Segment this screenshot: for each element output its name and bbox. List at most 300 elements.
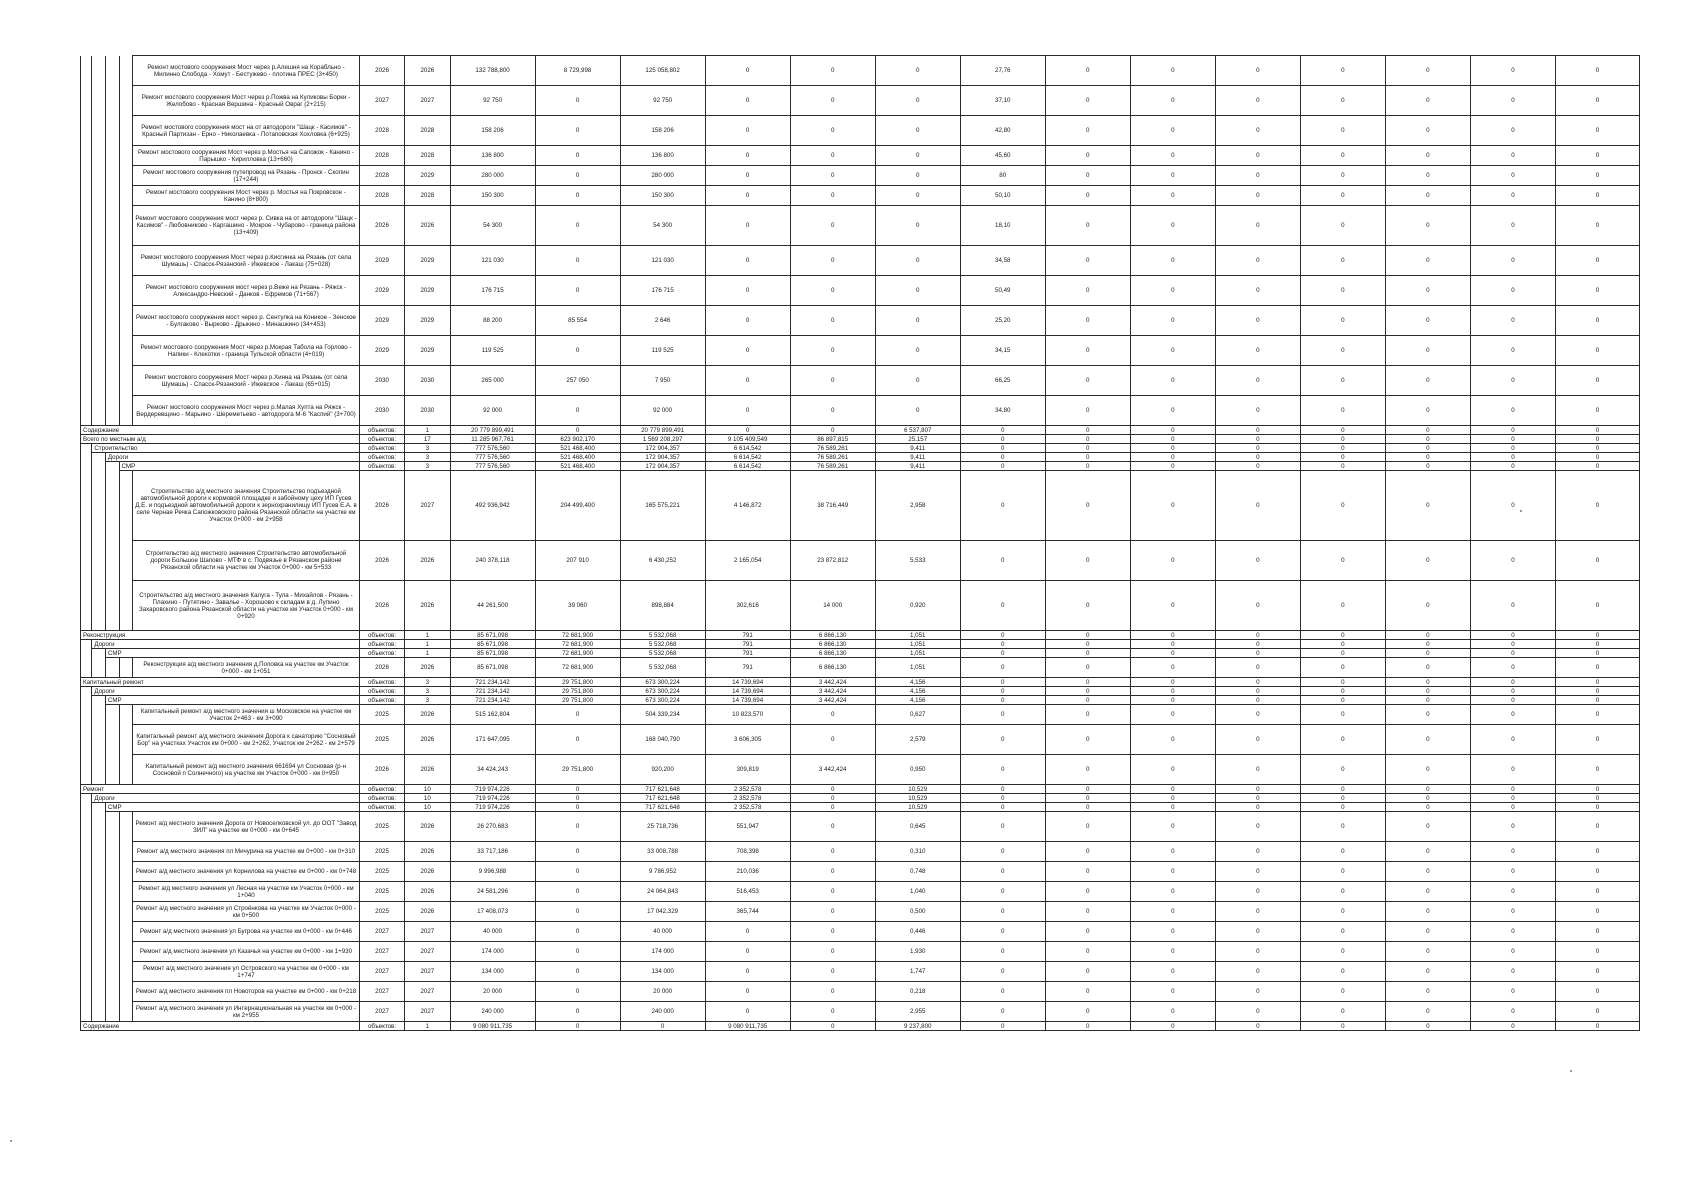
value-cell: 0 [705, 206, 790, 246]
indent-cell [119, 246, 133, 276]
value-cell: 0 [535, 942, 620, 962]
value-cell: 9 080 911,735 [450, 1022, 535, 1031]
value-cell: 45,60 [960, 146, 1045, 166]
value-cell: 20 000 [450, 982, 535, 1002]
value-cell: 0 [1130, 649, 1215, 658]
value-cell: 0 [1385, 1022, 1470, 1031]
indent-cell [119, 396, 133, 426]
object-name: Строительство а/д местного значения Строительство подъездной автомобильной дороги к кормовой площадке и забойному цеху ИП Гусев Д.Е. и подъездной автомобильной дороги к зернохранилищу ИП Гусев Е.А. в селе Черная Речка Сапожковского района Рязанской области на участке км Участок 0+000 - км 2+958 [133, 471, 360, 541]
value-cell: 0 [1045, 862, 1130, 882]
value-cell: 515 162,804 [450, 705, 535, 725]
end-year-cell: 3 [405, 453, 450, 462]
value-cell: 0 [1555, 1002, 1639, 1022]
value-cell: 265 000 [450, 366, 535, 396]
value-cell: 0 [1045, 541, 1130, 581]
value-cell: 0 [535, 116, 620, 146]
indent-cell [81, 471, 92, 541]
indent-cell [92, 649, 106, 658]
indent-cell [81, 336, 92, 366]
value-cell: 0 [705, 186, 790, 206]
document-sheet [80, 55, 1640, 1100]
value-cell: 14 000 [790, 581, 875, 631]
value-cell: 72 681,900 [535, 640, 620, 649]
value-cell: 504 339,234 [620, 705, 705, 725]
value-cell: 0 [1130, 366, 1215, 396]
value-cell: 72 681,900 [535, 649, 620, 658]
value-cell: 0 [1555, 962, 1639, 982]
value-cell: 0 [1045, 962, 1130, 982]
value-cell: 0 [1470, 246, 1555, 276]
object-name: Ремонт а/д местного значения ул Лесная на участке км Участок 0+000 - км 1+040 [133, 882, 360, 902]
indent-cell [119, 842, 133, 862]
value-cell: 3 442,424 [790, 687, 875, 696]
start-year-cell: 2026 [359, 56, 404, 86]
value-cell: 0 [1385, 444, 1470, 453]
value-cell: 18,10 [960, 206, 1045, 246]
value-cell: 2 352,578 [705, 803, 790, 812]
value-cell: 0 [1555, 86, 1639, 116]
value-cell: 0 [1130, 336, 1215, 366]
value-cell: 0 [1470, 146, 1555, 166]
value-cell: 0 [1130, 862, 1215, 882]
value-cell: 10,529 [875, 794, 960, 803]
value-cell: 0 [1045, 426, 1130, 435]
value-cell: 6 866,130 [790, 649, 875, 658]
object-name: Ремонт а/д местного значения Дорога от Новоселковской ул. до ООТ "Завод ЗИЛ" на участке км 0+000 - км 0+645 [133, 812, 360, 842]
value-cell: 0 [1045, 453, 1130, 462]
value-cell: 0 [1555, 842, 1639, 862]
indent-cell [119, 56, 133, 86]
value-cell: 0 [535, 862, 620, 882]
value-cell: 5,533 [875, 541, 960, 581]
value-cell: 0 [1385, 640, 1470, 649]
value-cell: 1,051 [875, 649, 960, 658]
value-cell: 0 [535, 426, 620, 435]
value-cell: 0 [960, 942, 1045, 962]
indent-cell [105, 541, 119, 581]
value-cell: 0 [1470, 640, 1555, 649]
end-year-cell: 2026 [405, 902, 450, 922]
value-cell: 0 [1045, 942, 1130, 962]
value-cell: 0 [1215, 116, 1300, 146]
value-cell: 0 [535, 1022, 620, 1031]
value-cell: 0 [535, 794, 620, 803]
value-cell: 0 [960, 631, 1045, 640]
value-cell: 0 [1130, 705, 1215, 725]
value-cell: 0 [1215, 435, 1300, 444]
value-cell: 0 [1555, 882, 1639, 902]
value-cell: 0 [1300, 678, 1385, 687]
value-cell: 0 [1385, 426, 1470, 435]
value-cell: 0 [1130, 276, 1215, 306]
indent-cell [92, 146, 106, 166]
value-cell: 1 569 208,297 [620, 435, 705, 444]
value-cell: 708,398 [705, 842, 790, 862]
value-cell: 0 [1300, 902, 1385, 922]
value-cell: 0 [535, 1002, 620, 1022]
group-row [81, 426, 1640, 435]
value-cell: 0 [1555, 146, 1639, 166]
end-year-cell: 2026 [405, 842, 450, 862]
value-cell: 0 [1470, 366, 1555, 396]
value-cell: 0 [1215, 186, 1300, 206]
group-label: СМР [105, 803, 359, 812]
indent-cell [119, 206, 133, 246]
value-cell: 92 750 [450, 86, 535, 116]
indent-cell [92, 541, 106, 581]
value-cell: 0 [1555, 794, 1639, 803]
end-year-cell: 2028 [405, 116, 450, 146]
value-cell: 0 [1130, 86, 1215, 116]
end-year-cell: 10 [405, 803, 450, 812]
value-cell: 0,950 [875, 755, 960, 785]
value-cell: 791 [705, 649, 790, 658]
value-cell: 791 [705, 640, 790, 649]
value-cell: 0 [535, 206, 620, 246]
indent-cell [81, 541, 92, 581]
object-name: Капитальный ремонт а/д местного значения 661694 ул Сосновая (р-н Сосновой п Солнечного) на участке км Участок 0+000 - км 0+950 [133, 755, 360, 785]
end-year-cell: 2026 [405, 541, 450, 581]
end-year-cell: 10 [405, 785, 450, 794]
value-cell: 0 [1385, 366, 1470, 396]
indent-cell [92, 246, 106, 276]
indent-cell [92, 725, 106, 755]
table-row [81, 471, 1640, 541]
value-cell: 777 576,560 [450, 462, 535, 471]
indent-cell [105, 1002, 119, 1022]
value-cell: 0 [1215, 862, 1300, 882]
group-row [81, 631, 1640, 640]
value-cell: 4 146,872 [705, 471, 790, 541]
value-cell: 0 [705, 56, 790, 86]
value-cell: 0 [1045, 803, 1130, 812]
value-cell: 0 [1470, 631, 1555, 640]
indent-cell [105, 276, 119, 306]
value-cell: 72 681,900 [535, 631, 620, 640]
object-name: Ремонт мостового сооружения мост через р.Веже на Рязань - Ряжск - Александро-Невский - Данков - Ефремов (71+567) [133, 276, 360, 306]
value-cell: 0 [790, 705, 875, 725]
table-row [81, 812, 1640, 842]
value-cell: 5 532,068 [620, 658, 705, 678]
value-cell: 0 [960, 725, 1045, 755]
start-year-cell: объектов: [359, 803, 404, 812]
value-cell: 0 [1555, 649, 1639, 658]
value-cell: 0 [1300, 755, 1385, 785]
value-cell: 0 [1215, 396, 1300, 426]
value-cell: 25,157 [875, 435, 960, 444]
value-cell: 9 080 911,735 [705, 1022, 790, 1031]
value-cell: 0 [1215, 640, 1300, 649]
table-row [81, 206, 1640, 246]
value-cell: 0 [1215, 649, 1300, 658]
value-cell: 44 261,500 [450, 581, 535, 631]
scan-speck [1570, 1070, 1572, 1072]
indent-cell [81, 444, 92, 453]
indent-cell [92, 86, 106, 116]
value-cell: 0 [1300, 206, 1385, 246]
value-cell: 0 [1215, 785, 1300, 794]
value-cell: 85 671,098 [450, 649, 535, 658]
value-cell: 76 589,261 [790, 453, 875, 462]
value-cell: 0 [1130, 116, 1215, 146]
value-cell: 168 040,790 [620, 725, 705, 755]
value-cell: 0 [1130, 581, 1215, 631]
value-cell: 0 [1300, 166, 1385, 186]
indent-cell [81, 649, 92, 658]
value-cell: 0 [1385, 56, 1470, 86]
indent-cell [119, 336, 133, 366]
value-cell: 0 [960, 982, 1045, 1002]
indent-cell [119, 541, 133, 581]
value-cell: 0 [1555, 336, 1639, 366]
value-cell: 0 [790, 146, 875, 166]
value-cell: 0 [1215, 1002, 1300, 1022]
value-cell: 0 [960, 640, 1045, 649]
indent-cell [92, 471, 106, 541]
start-year-cell: объектов: [359, 462, 404, 471]
start-year-cell: 2025 [359, 725, 404, 755]
indent-cell [81, 1002, 92, 1022]
object-name: Капитальный ремонт а/д местного значения ш Московское на участке км Участок 2+463 - км 3+090 [133, 705, 360, 725]
indent-cell [105, 982, 119, 1002]
indent-cell [105, 246, 119, 276]
value-cell: 34,15 [960, 336, 1045, 366]
end-year-cell: 2028 [405, 186, 450, 206]
value-cell: 0 [1470, 56, 1555, 86]
group-label: Ремонт [81, 785, 360, 794]
value-cell: 623 902,170 [535, 435, 620, 444]
value-cell: 0 [1130, 942, 1215, 962]
group-label: СМР [105, 696, 359, 705]
value-cell: 0 [535, 86, 620, 116]
group-row [81, 444, 1640, 453]
value-cell: 0 [1215, 462, 1300, 471]
indent-cell [119, 658, 133, 678]
start-year-cell: 2029 [359, 306, 404, 336]
indent-cell [81, 116, 92, 146]
group-label: Дороги [105, 453, 359, 462]
indent-cell [92, 56, 106, 86]
value-cell: 0 [875, 186, 960, 206]
indent-cell [81, 882, 92, 902]
indent-cell [119, 306, 133, 336]
value-cell: 0 [535, 922, 620, 942]
value-cell: 0 [960, 678, 1045, 687]
value-cell: 2,579 [875, 725, 960, 755]
indent-cell [119, 366, 133, 396]
value-cell: 0 [1470, 862, 1555, 882]
end-year-cell: 2027 [405, 942, 450, 962]
value-cell: 0 [1045, 982, 1130, 1002]
start-year-cell: 2027 [359, 922, 404, 942]
value-cell: 0 [1215, 794, 1300, 803]
value-cell: 0 [790, 186, 875, 206]
value-cell: 29 751,800 [535, 696, 620, 705]
start-year-cell: 2028 [359, 146, 404, 166]
table-row [81, 755, 1640, 785]
start-year-cell: 2029 [359, 276, 404, 306]
value-cell: 85 671,098 [450, 640, 535, 649]
indent-cell [119, 705, 133, 725]
start-year-cell: 2025 [359, 842, 404, 862]
table-row [81, 366, 1640, 396]
indent-cell [81, 206, 92, 246]
value-cell: 0 [1045, 435, 1130, 444]
indent-cell [81, 640, 92, 649]
value-cell: 0 [790, 396, 875, 426]
table-row [81, 922, 1640, 942]
end-year-cell: 2026 [405, 862, 450, 882]
group-row [81, 435, 1640, 444]
value-cell: 9 105 409,549 [705, 435, 790, 444]
start-year-cell: объектов: [359, 678, 404, 687]
value-cell: 0 [960, 1022, 1045, 1031]
value-cell: 50,49 [960, 276, 1045, 306]
value-cell: 280 000 [450, 166, 535, 186]
value-cell: 0 [1385, 541, 1470, 581]
value-cell: 0 [1130, 922, 1215, 942]
start-year-cell: 2026 [359, 206, 404, 246]
value-cell: 119 525 [450, 336, 535, 366]
value-cell: 0 [1555, 116, 1639, 146]
value-cell: 27,76 [960, 56, 1045, 86]
value-cell: 0 [790, 725, 875, 755]
value-cell: 0 [960, 462, 1045, 471]
indent-cell [105, 206, 119, 246]
group-label: Реконструкция [81, 631, 360, 640]
value-cell: 0,645 [875, 812, 960, 842]
start-year-cell: объектов: [359, 794, 404, 803]
indent-cell [119, 882, 133, 902]
indent-cell [81, 942, 92, 962]
value-cell: 0 [1385, 206, 1470, 246]
indent-cell [81, 705, 92, 725]
value-cell: 0 [1300, 687, 1385, 696]
value-cell: 0 [1215, 631, 1300, 640]
value-cell: 8 729,998 [535, 56, 620, 86]
start-year-cell: 2027 [359, 962, 404, 982]
value-cell: 0 [1385, 696, 1470, 705]
value-cell: 0 [790, 116, 875, 146]
value-cell: 0 [1300, 942, 1385, 962]
value-cell: 0 [1045, 794, 1130, 803]
value-cell: 0 [1300, 962, 1385, 982]
value-cell: 0 [960, 426, 1045, 435]
indent-cell [119, 862, 133, 882]
value-cell: 0 [535, 396, 620, 426]
value-cell: 0 [1555, 206, 1639, 246]
value-cell: 0 [1045, 812, 1130, 842]
value-cell: 0 [1555, 658, 1639, 678]
indent-cell [92, 396, 106, 426]
value-cell: 0 [1130, 803, 1215, 812]
value-cell: 0 [1385, 306, 1470, 336]
value-cell: 0 [535, 276, 620, 306]
value-cell: 0 [1215, 882, 1300, 902]
start-year-cell: объектов: [359, 687, 404, 696]
value-cell: 0 [875, 276, 960, 306]
value-cell: 158 206 [620, 116, 705, 146]
indent-cell [81, 453, 92, 462]
end-year-cell: 2027 [405, 1002, 450, 1022]
value-cell: 0 [1130, 444, 1215, 453]
value-cell: 0 [875, 246, 960, 276]
value-cell: 0 [1470, 922, 1555, 942]
value-cell: 0 [1300, 86, 1385, 116]
value-cell: 0 [535, 882, 620, 902]
value-cell: 0 [1215, 166, 1300, 186]
indent-cell [81, 725, 92, 755]
value-cell: 0 [1300, 186, 1385, 206]
scan-speck [1520, 510, 1522, 512]
table-row [81, 705, 1640, 725]
value-cell: 0 [960, 862, 1045, 882]
value-cell: 0 [960, 453, 1045, 462]
table-row [81, 86, 1640, 116]
value-cell: 280 000 [620, 166, 705, 186]
value-cell: 20 000 [620, 982, 705, 1002]
value-cell: 1,051 [875, 658, 960, 678]
value-cell: 11 285 967,761 [450, 435, 535, 444]
value-cell: 0 [1130, 453, 1215, 462]
group-label: Содержание [81, 426, 360, 435]
start-year-cell: 2025 [359, 812, 404, 842]
value-cell: 673 300,224 [620, 696, 705, 705]
value-cell: 0 [1130, 902, 1215, 922]
start-year-cell: 2026 [359, 658, 404, 678]
value-cell: 0 [790, 166, 875, 186]
value-cell: 0 [1045, 462, 1130, 471]
value-cell: 0 [875, 146, 960, 166]
value-cell: 0 [705, 1002, 790, 1022]
value-cell: 34 424,243 [450, 755, 535, 785]
value-cell: 0 [1470, 882, 1555, 902]
value-cell: 0 [1385, 453, 1470, 462]
value-cell: 24 064,843 [620, 882, 705, 902]
start-year-cell: 2028 [359, 166, 404, 186]
indent-cell [105, 882, 119, 902]
indent-cell [105, 705, 119, 725]
value-cell: 0 [1300, 842, 1385, 862]
value-cell: 0 [1045, 649, 1130, 658]
value-cell: 9,411 [875, 444, 960, 453]
end-year-cell: 2029 [405, 306, 450, 336]
indent-cell [105, 336, 119, 366]
indent-cell [119, 942, 133, 962]
value-cell: 240 378,118 [450, 541, 535, 581]
indent-cell [105, 962, 119, 982]
value-cell: 0 [790, 982, 875, 1002]
group-row [81, 453, 1640, 462]
value-cell: 0 [1555, 803, 1639, 812]
value-cell: 551,947 [705, 812, 790, 842]
value-cell: 54 300 [620, 206, 705, 246]
group-row [81, 687, 1640, 696]
indent-cell [81, 922, 92, 942]
group-row [81, 696, 1640, 705]
start-year-cell: 2028 [359, 186, 404, 206]
start-year-cell: 2030 [359, 366, 404, 396]
value-cell: 0 [705, 366, 790, 396]
value-cell: 0 [1130, 246, 1215, 276]
end-year-cell: 2026 [405, 658, 450, 678]
value-cell: 26 270,683 [450, 812, 535, 842]
end-year-cell: 2029 [405, 276, 450, 306]
indent-cell [92, 581, 106, 631]
value-cell: 721 234,142 [450, 687, 535, 696]
end-year-cell: 3 [405, 462, 450, 471]
indent-cell [92, 982, 106, 1002]
